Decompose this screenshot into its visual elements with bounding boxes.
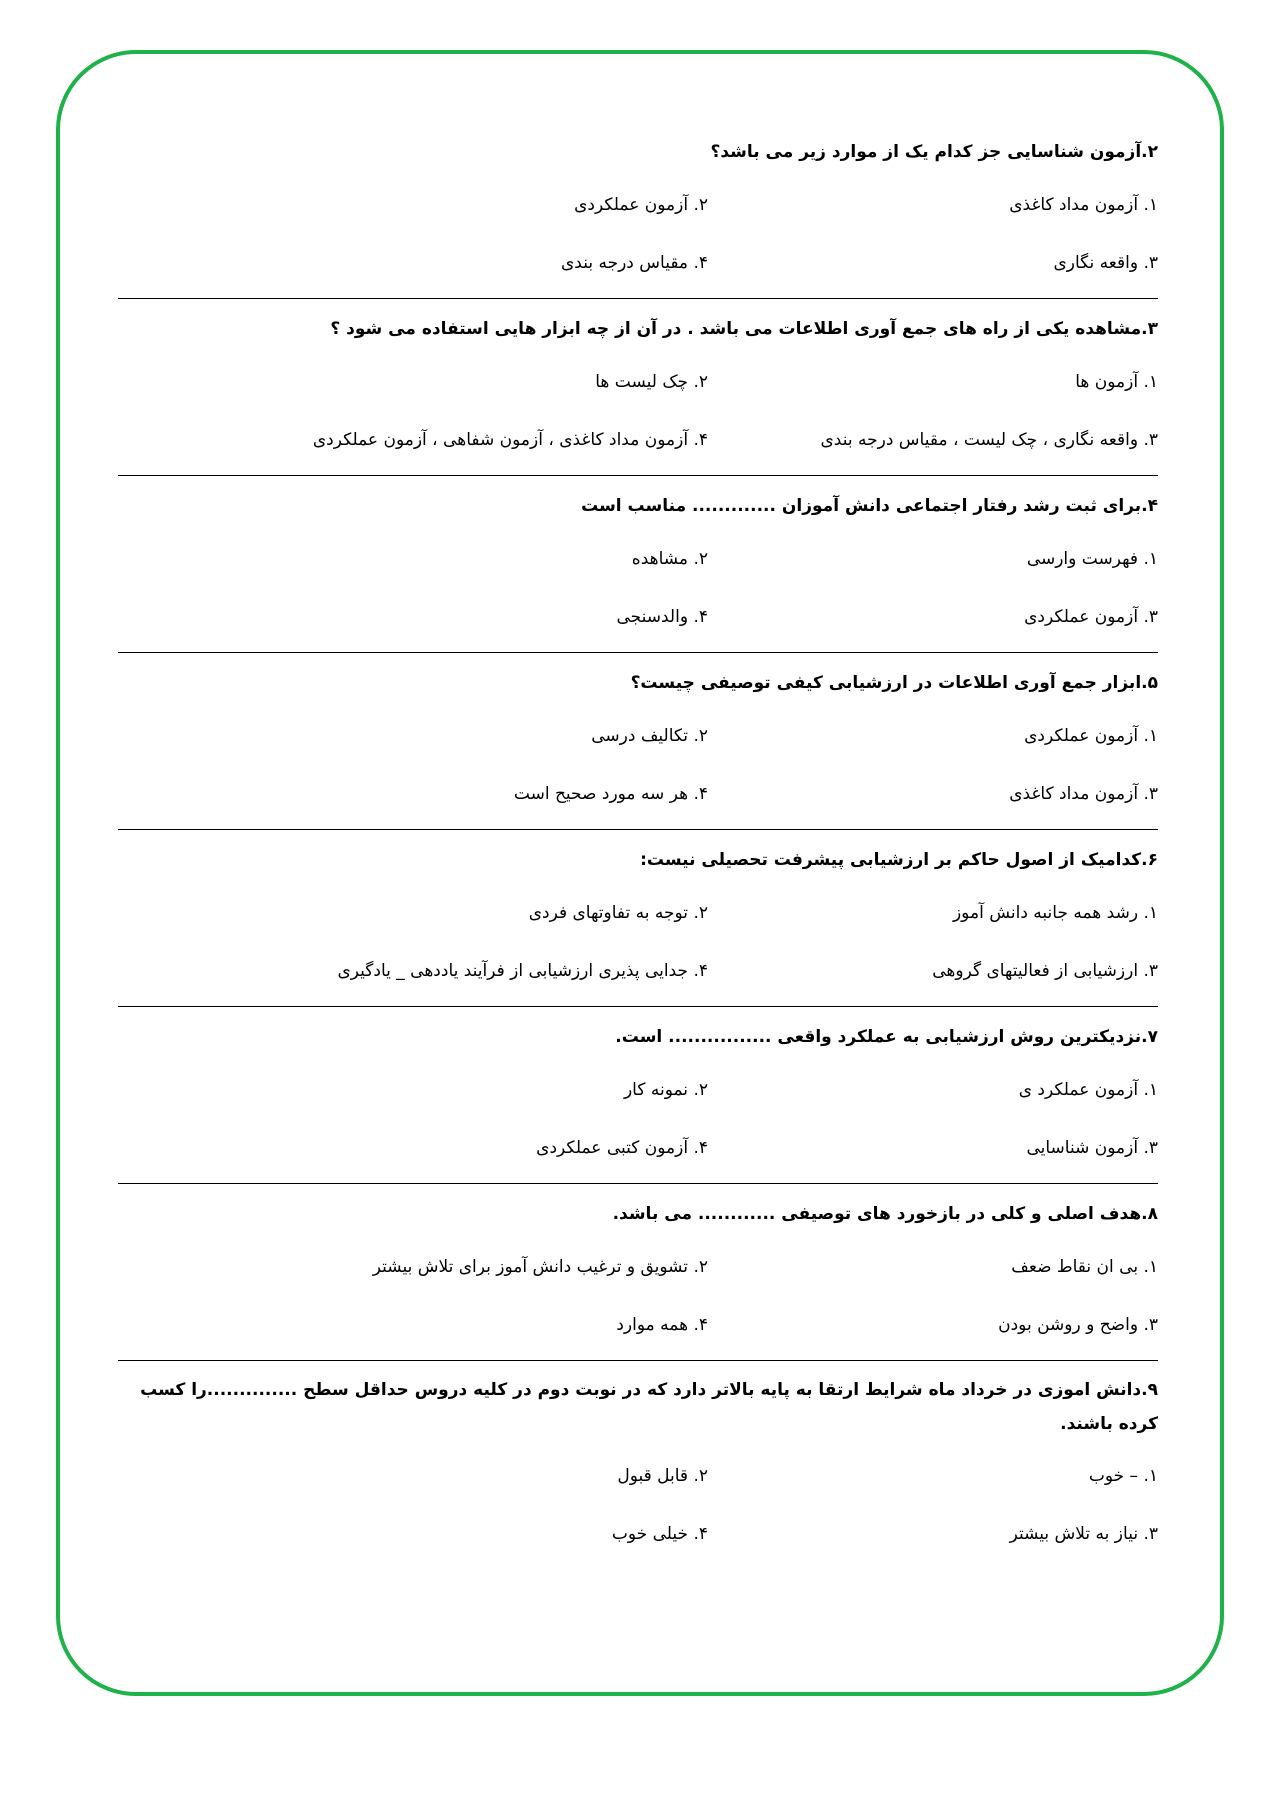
question-8: [118, 1184, 1158, 1361]
question-9: [118, 1361, 1158, 1569]
question-4: [118, 476, 1158, 653]
option-row: [118, 1238, 1158, 1296]
question-title: ۳.مشاهده یکی از راه های جمع آوری اطلاعات می باشد . در آن از چه ابزار هایی استفاده می شود ؟: [330, 319, 1158, 339]
option-row: [118, 411, 1158, 469]
question-title: ۹.دانش اموزی در خرداد ماه شرایط ارتقا به پایه بالاتر دارد که در نوبت دوم در کلیه دروس حداقل سطح ..............را کسب کرده باشند.: [140, 1380, 1158, 1434]
question-6: [118, 830, 1158, 1007]
option-4: ۴. همه موارد: [616, 1315, 708, 1335]
question-title: ۷.نزدیکترین روش ارزشیابی به عملکرد واقعی ................ است.: [615, 1027, 1158, 1047]
option-row: [118, 176, 1158, 234]
option-2: ۲. مشاهده: [631, 549, 708, 569]
option-1: ۱. – خوب: [1088, 1466, 1158, 1486]
option-2: ۲. توجه به تفاوتهای فردی: [528, 903, 708, 923]
option-2: ۲. آزمون عملکردی: [574, 195, 708, 215]
question-3: [118, 299, 1158, 476]
option-2: ۲. قابل قبول: [617, 1466, 708, 1486]
option-1: ۱. آزمون مداد کاغذی: [1009, 195, 1158, 215]
question-7: [118, 1007, 1158, 1184]
option-3: ۳. آزمون عملکردی: [1024, 607, 1158, 627]
option-row: [118, 530, 1158, 588]
question-list: [118, 130, 1158, 1569]
option-row: [118, 707, 1158, 765]
option-row: [118, 942, 1158, 1000]
option-row: [118, 1061, 1158, 1119]
option-row: [118, 1447, 1158, 1505]
option-row: [118, 234, 1158, 292]
option-row: [118, 765, 1158, 823]
option-1: ۱. آزمون عملکرد ی: [1018, 1080, 1158, 1100]
option-1: ۱. فهرست وارسی: [1026, 549, 1158, 569]
option-row: [118, 884, 1158, 942]
option-row: [118, 353, 1158, 411]
question-title: ۵.ابزار جمع آوری اطلاعات در ارزشیابی کیفی توصیفی چیست؟: [630, 673, 1158, 693]
option-4: ۴. جدایی پذیری ارزشیابی از فرآیند یاددهی _ یادگیری: [337, 961, 708, 981]
option-3: ۳. ارزشیابی از فعالیتهای گروهی: [932, 961, 1158, 981]
option-1: ۱. رشد همه جانبه دانش آموز: [952, 903, 1158, 923]
option-3: ۳. نیاز به تلاش بیشتر: [1009, 1524, 1158, 1544]
option-4: ۴. والدسنجی: [616, 607, 708, 627]
option-4: ۴. آزمون مداد کاغذی ، آزمون شفاهی ، آزمون عملکردی: [312, 430, 708, 450]
question-title: ۲.آزمون شناسایی جز کدام یک از موارد زیر می باشد؟: [710, 142, 1158, 162]
option-4: ۴. آزمون کتبی عملکردی: [536, 1138, 708, 1158]
option-1: ۱. بی ان نقاط ضعف: [1011, 1257, 1158, 1277]
option-3: ۳. آزمون شناسایی: [1026, 1138, 1158, 1158]
option-row: [118, 1296, 1158, 1354]
option-row: [118, 1505, 1158, 1563]
question-title: ۴.برای ثبت رشد رفتار اجتماعی دانش آموزان ............. مناسب است: [581, 496, 1158, 516]
option-4: ۴. خیلی خوب: [611, 1524, 708, 1544]
option-3: ۳. واضح و روشن بودن: [998, 1315, 1158, 1335]
question-title: ۶.کدامیک از اصول حاکم بر ارزشیابی پیشرفت تحصیلی نیست:: [640, 850, 1158, 870]
option-4: ۴. مقیاس درجه بندی: [560, 253, 708, 273]
option-2: ۲. نمونه کار: [623, 1080, 708, 1100]
question-2: [118, 130, 1158, 299]
option-row: [118, 1119, 1158, 1177]
option-3: ۳. واقعه نگاری: [1053, 253, 1158, 273]
option-row: [118, 588, 1158, 646]
option-2: ۲. تکالیف درسی: [591, 726, 708, 746]
option-1: ۱. آزمون عملکردی: [1024, 726, 1158, 746]
question-title: ۸.هدف اصلی و کلی در بازخورد های توصیفی ............ می باشد.: [612, 1204, 1158, 1224]
option-4: ۴. هر سه مورد صحیح است: [513, 784, 708, 804]
option-1: ۱. آزمون ها: [1075, 372, 1158, 392]
question-5: [118, 653, 1158, 830]
option-3: ۳. آزمون مداد کاغذی: [1009, 784, 1158, 804]
option-2: ۲. تشویق و ترغیب دانش آموز برای تلاش بیشتر: [372, 1257, 708, 1277]
option-2: ۲. چک لیست ها: [595, 372, 708, 392]
option-3: ۳. واقعه نگاری ، چک لیست ، مقیاس درجه بندی: [820, 430, 1158, 450]
